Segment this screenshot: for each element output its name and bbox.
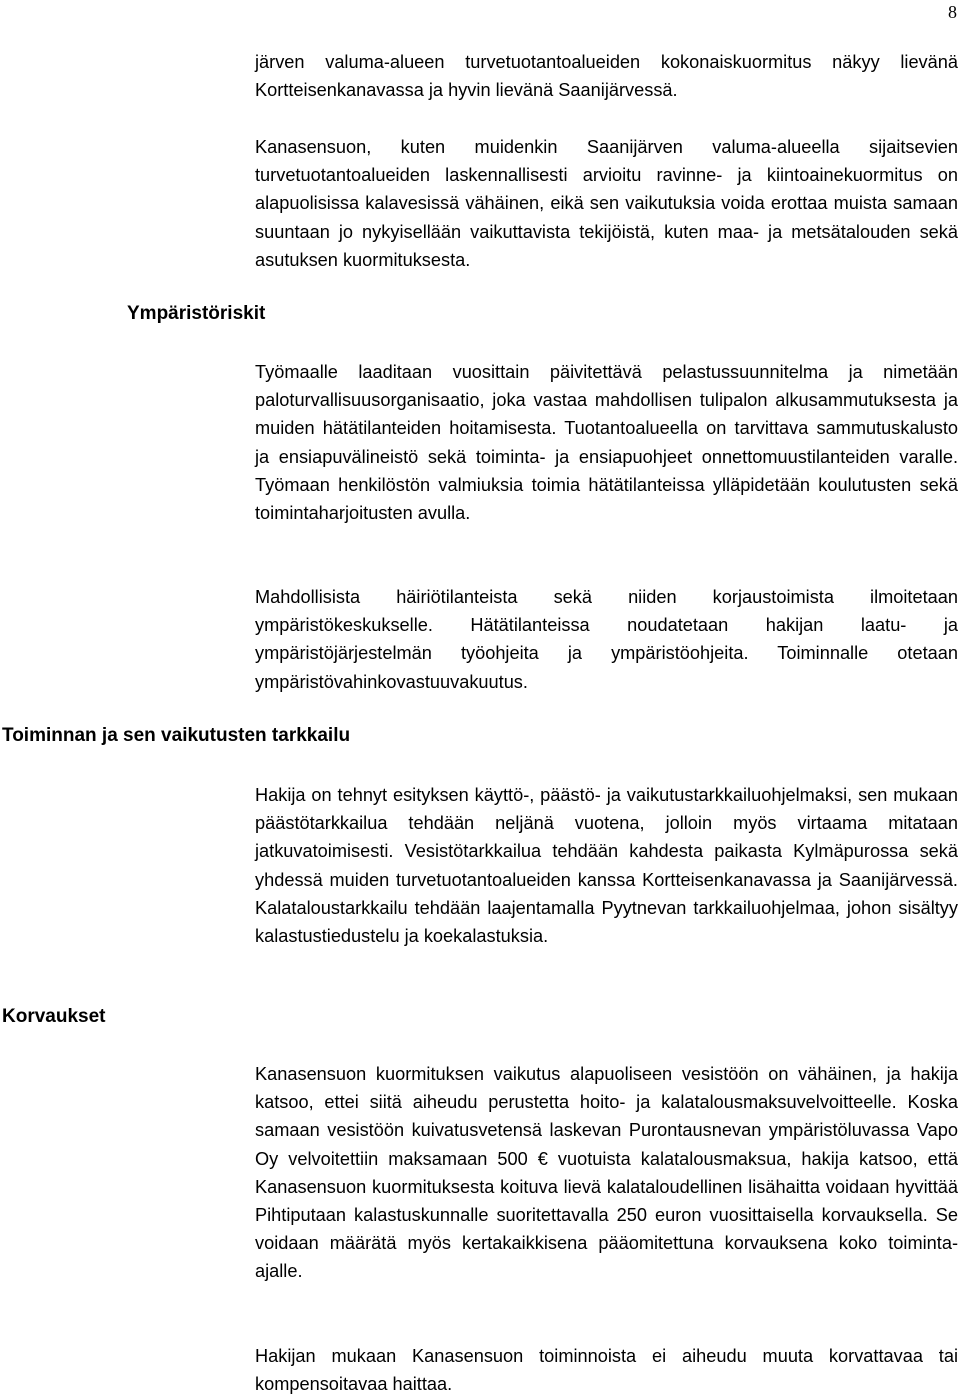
paragraph-fishery-fee: Kanasensuon kuormituksen vaikutus alapuoliseen vesistöön on vähäinen, ja hakija katsoo, ettei siitä aiheudu perustetta hoito- ja kalatalousmaksuvelvoitteelle. Koska samaan vesistöön kuivatusvetensä laskevan Purontausnevan ympäristöluvassa Vapo Oy velvoitettiin maksamaan 500 € vuotuista kalatalousmaksua, hakija katsoo, että Kanasensuon kuormituksesta koituva lievä kalataloudellinen lisähaitta voidaan hyvittää Pihtiputaan kalastuskunnalle suoritettavalla 250 euron vuosittaisella korvauksella. Se voidaan määrätä myös kertakaikkisena pääomitettuna korvauksena koko toiminta-ajalle.: [255, 1064, 958, 1282]
heading-environmental-risks: Ympäristöriskit: [127, 303, 266, 324]
heading-monitoring: Toiminnan ja sen vaikutusten tarkkailu: [2, 725, 351, 746]
paragraph-kanasensuo-load: Kanasensuon, kuten muidenkin Saanijärven valuma-alueella sijaitsevien turvetuotantoalueiden laskennallisesti arvioitu ravinne- ja kiintoainekuormitus on alapuolisissa kalavesissä vähäinen, eikä sen vaikutuksia voida erottaa muista samaan suuntaan jo nykyisellään vaikuttavista tekijöistä, kuten maa- ja metsätalouden sekä asutuksen kuormituksesta.: [255, 137, 958, 270]
paragraph-monitoring-programme: Hakija on tehnyt esityksen käyttö-, päästö- ja vaikutustarkkailuohjelmaksi, sen mukaan päästötarkkailua tehdään neljänä vuotena, jolloin myös virtaama mitataan jatkuvatoimisesti. Vesistötarkkailua tehdään kahdesta paikasta Kylmäpurossa sekä yhdessä muiden turvetuotantoalueiden kanssa Kortteisenkanavassa ja Saanijärvessä. Kalataloustarkkailu tehdään laajentamalla Pyytnevan tarkkailuohjelmaa, johon sisältyy kalastustiedustelu ja koekalastuksia.: [255, 785, 958, 947]
page-number: 8: [948, 2, 957, 22]
paragraph-catchment-load: järven valuma-alueen turvetuotantoalueiden kokonaiskuormitus näkyy lievänä Kortteisenkanavassa ja hyvin lievänä Saanijärvessä.: [255, 52, 958, 101]
paragraph-no-other-damage: Hakijan mukaan Kanasensuon toiminnoista ei aiheudu muuta korvattavaa tai kompensoitavaa haittaa.: [255, 1346, 958, 1395]
heading-compensation: Korvaukset: [2, 1006, 106, 1027]
paragraph-rescue-plan: Työmaalle laaditaan vuosittain päivitettävä pelastussuunnitelma ja nimetään paloturvallisuusorganisaatio, joka vastaa mahdollisen tulipalon alkusammutuksesta ja muiden hätätilanteiden hoitamisesta. Tuotantoalueella on tarvittava sammutuskalusto ja ensiapuvälineistö sekä toiminta- ja ensiapuohjeet onnettomuustilanteiden varalle. Työmaan henkilöstön valmiuksia toimia hätätilanteissa ylläpidetään koulutusten sekä toimintaharjoitusten avulla.: [255, 362, 958, 524]
paragraph-disturbance-reporting: Mahdollisista häiriötilanteista sekä niiden korjaustoimista ilmoitetaan ympäristökeskukselle. Hätätilanteissa noudatetaan hakijan laatu- ja ympäristöjärjestelmän työohjeita ja ympäristöohjeita. Toiminnalle otetaan ympäristövahinkovastuuvakuutus.: [255, 587, 958, 692]
